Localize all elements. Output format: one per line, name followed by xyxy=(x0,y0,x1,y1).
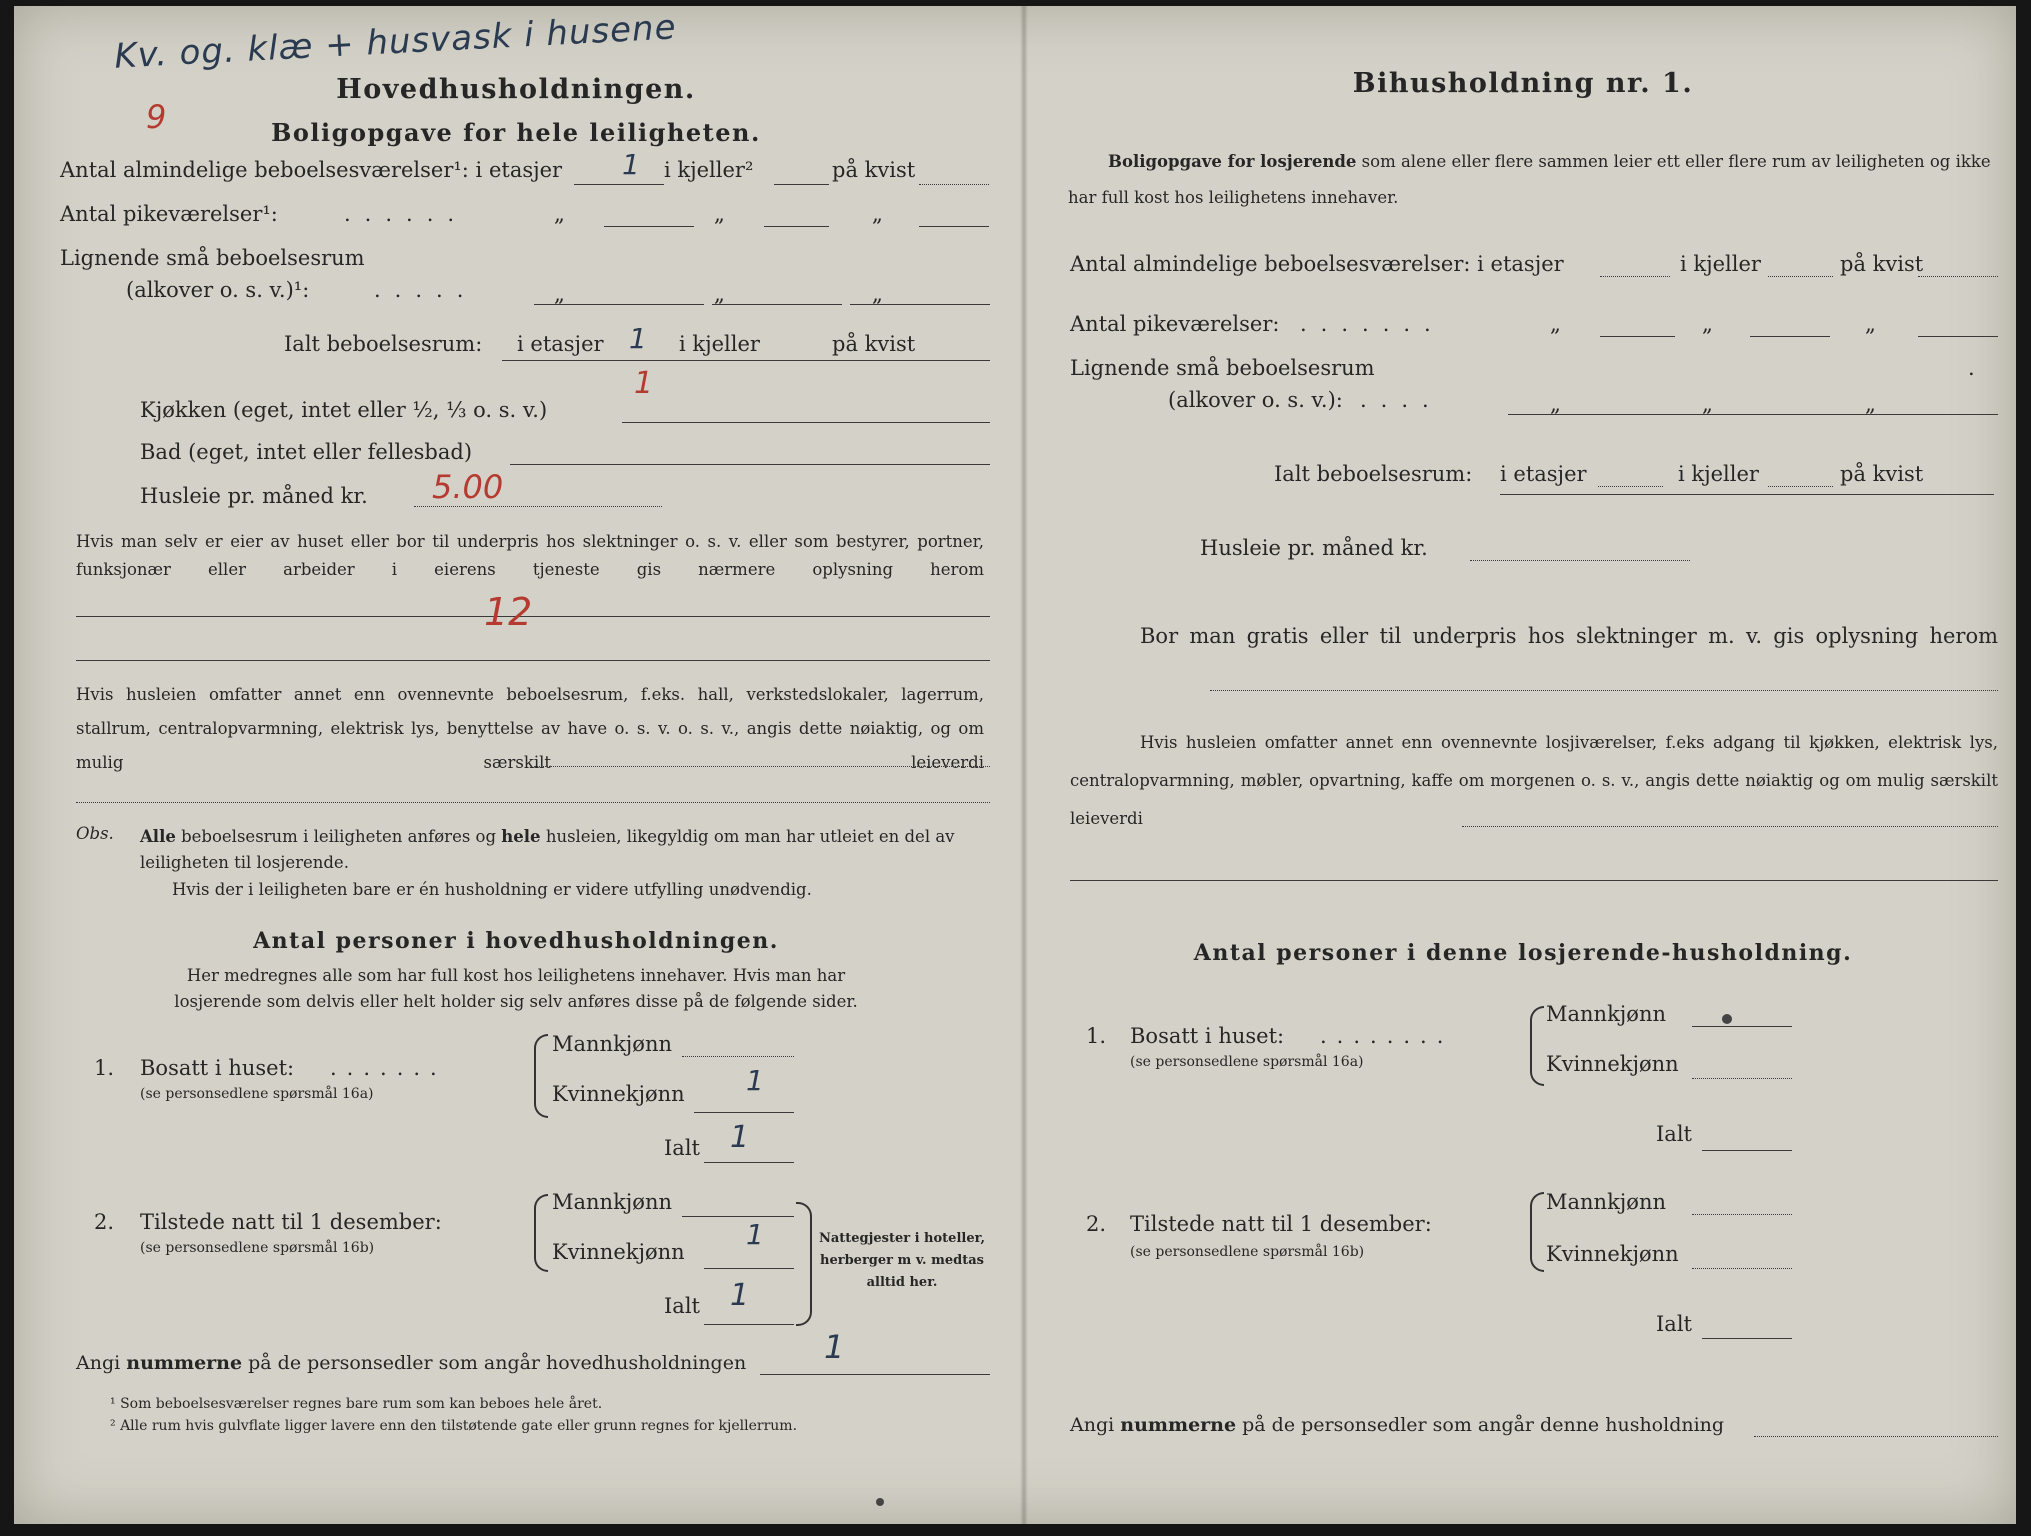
maids-attic-field[interactable] xyxy=(919,226,989,227)
q2-sublabel: (se personsedlene spørsmål 16b) xyxy=(140,1240,375,1256)
q1-female-label: Kvinnekjønn xyxy=(1546,1052,1679,1076)
owner-info-line-2[interactable] xyxy=(76,660,990,661)
q1-total-field[interactable] xyxy=(1702,1150,1792,1151)
q2-male-field[interactable] xyxy=(1692,1214,1792,1215)
numbers-value: 1 xyxy=(824,1328,846,1366)
rooms-cellar-field[interactable] xyxy=(1768,276,1833,277)
numbers-label-pre: Angi xyxy=(76,1352,121,1374)
alcove-dots: ..... xyxy=(374,278,478,302)
q2-female-field[interactable] xyxy=(1692,1268,1792,1269)
rooms-attic-field[interactable] xyxy=(1918,276,1998,277)
maids-ditto-1: „ xyxy=(554,202,565,226)
q1-number: 1. xyxy=(1086,1024,1107,1048)
total-rooms-field[interactable] xyxy=(1500,494,1994,495)
q2-total-field[interactable] xyxy=(704,1324,794,1325)
page-title: Bihusholdning nr. 1. xyxy=(1352,68,1694,99)
q1-total-field[interactable] xyxy=(704,1162,794,1163)
q2-label: Tilstede natt til 1 desember: xyxy=(140,1210,442,1234)
maids-cellar-field[interactable] xyxy=(1750,336,1830,337)
maids-label: Antal pikeværelser: xyxy=(1070,312,1280,336)
maids-dots: ....... xyxy=(1300,312,1445,336)
alcove-ditto-3: „ xyxy=(872,282,883,306)
includes-text: Hvis husleien omfatter annet enn ovennevnte beboelsesrum, f.eks. hall, verkstedslokaler, lagerrum, stallrum, centralopvarmning, elektrisk lys, benyttelse av have o. s. v. o. s. v., angis dette nøiaktig, og om mulig særskilt leieverdi xyxy=(76,685,984,772)
small-rooms-dot: . xyxy=(1968,356,1975,380)
maids-ditto-3: „ xyxy=(1865,312,1876,336)
footnote-1: ¹ Som beboelsesværelser regnes bare rum som kan beboes hele året. xyxy=(110,1396,603,1412)
q1-male-field[interactable] xyxy=(1692,1026,1792,1027)
q2-total-label: Ialt xyxy=(1656,1312,1692,1336)
bath-label: Bad (eget, intet eller fellesbad) xyxy=(140,440,473,464)
free-housing-field[interactable] xyxy=(1210,690,1998,691)
total-rooms-label: Ialt beboelsesrum: xyxy=(284,332,483,356)
intro-bold: Boligopgave for losjerende xyxy=(1108,152,1357,171)
q1-male-field[interactable] xyxy=(682,1056,794,1057)
persons-title: Antal personer i denne losjerende-husholdning. xyxy=(1193,940,1853,966)
numbers-label-post: på de personsedler som angår denne husholdning xyxy=(1242,1414,1725,1436)
obs-text-1: beboelsesrum i leiligheten anføres og xyxy=(181,827,497,846)
maids-dots: ...... xyxy=(344,202,469,226)
maids-attic-field[interactable] xyxy=(1918,336,1998,337)
rooms-floor-value: 1 xyxy=(622,148,641,181)
q2-male-label: Mannkjønn xyxy=(1546,1190,1667,1214)
q1-female-field[interactable] xyxy=(1692,1078,1792,1079)
q2-female-field[interactable] xyxy=(704,1268,794,1269)
total-attic-label: på kvist xyxy=(1840,462,1924,486)
page-title: Hovedhusholdningen. xyxy=(336,74,696,105)
q1-total-label: Ialt xyxy=(664,1136,700,1160)
q2-total-label: Ialt xyxy=(664,1294,700,1318)
page-subtitle: Boligopgave for hele leiligheten. xyxy=(271,118,761,147)
q1-label: Bosatt i huset: xyxy=(140,1056,295,1080)
alcove-field[interactable] xyxy=(1508,414,1998,415)
rent-label: Husleie pr. måned kr. xyxy=(140,484,368,508)
total-floor-label: i etasjer xyxy=(517,332,604,356)
q1-total-label: Ialt xyxy=(1656,1122,1692,1146)
night-guests-note: Nattegjester i hoteller, herberger m v. medtas alltid her. xyxy=(818,1231,986,1290)
maids-cellar-field[interactable] xyxy=(764,226,829,227)
alcove-label: (alkover o. s. v.)¹: xyxy=(126,278,310,302)
q2-male-label: Mannkjønn xyxy=(552,1190,673,1214)
q2-female-value: 1 xyxy=(746,1218,765,1251)
persons-intro-1: Her medregnes alle som har full kost hos leilighetens innehaver. Hvis man har xyxy=(186,966,846,985)
total-floor-value: 1 xyxy=(629,322,648,355)
q1-sublabel: (se personsedlene spørsmål 16a) xyxy=(1130,1054,1364,1070)
free-housing-text: Bor man gratis eller til underpris hos slektninger m. v. gis oplysning herom xyxy=(1140,624,1998,648)
page-fold xyxy=(1020,6,1028,1524)
q1-male-mark xyxy=(1722,1014,1732,1024)
rooms-label: Antal almindelige beboelsesværelser: i etasjer xyxy=(1070,252,1564,276)
includes-text: Hvis husleien omfatter annet enn ovennevnte losjiværelser, f.eks adgang til kjøkken, elektrisk lys, centralopvarmning, møbler, opvartning, kaffe om morgenen o. s. v., angis dette nøiaktig og om mulig særskilt leieverdi xyxy=(1070,733,1998,828)
total-floor-field[interactable] xyxy=(1598,486,1663,487)
rooms-attic-label: på kvist xyxy=(832,158,916,182)
alcove-ditto-2: „ xyxy=(1702,392,1713,416)
bath-field[interactable] xyxy=(510,464,990,465)
alcove-ditto-3: „ xyxy=(1865,392,1876,416)
maids-label: Antal pikeværelser¹: xyxy=(60,202,278,226)
q2-total-field[interactable] xyxy=(1702,1338,1792,1339)
includes-line-2[interactable] xyxy=(76,802,990,803)
right-page-sub-household xyxy=(1030,6,2016,1524)
alcove-cellar-field[interactable] xyxy=(712,304,842,305)
q2-female-label: Kvinnekjønn xyxy=(1546,1242,1679,1266)
q1-brace xyxy=(534,1034,548,1118)
total-floor-label: i etasjer xyxy=(1500,462,1587,486)
numbers-label xyxy=(1070,1414,1724,1436)
numbers-field[interactable] xyxy=(760,1374,990,1375)
includes-line-2[interactable] xyxy=(1070,880,1998,881)
q1-male-label: Mannkjønn xyxy=(1546,1002,1667,1026)
q2-label: Tilstede natt til 1 desember: xyxy=(1130,1212,1432,1236)
numbers-label xyxy=(76,1352,746,1374)
maids-ditto-2: „ xyxy=(1702,312,1713,336)
census-form-sheet xyxy=(14,6,2016,1524)
handwritten-note: Kv. og. klæ + husvask i husene xyxy=(113,7,678,77)
q2-number: 2. xyxy=(94,1210,115,1234)
alcove-attic-field[interactable] xyxy=(850,304,990,305)
q1-label: Bosatt i huset: xyxy=(1130,1024,1285,1048)
maids-floor-field[interactable] xyxy=(604,226,694,227)
q2-brace-right xyxy=(796,1202,812,1326)
obs-alle: Alle xyxy=(140,827,176,846)
q2-number: 2. xyxy=(1086,1212,1107,1236)
q2-male-field[interactable] xyxy=(682,1216,794,1217)
alcove-ditto-2: „ xyxy=(714,282,725,306)
q1-female-label: Kvinnekjønn xyxy=(552,1082,685,1106)
maids-ditto-1: „ xyxy=(1550,312,1561,336)
q1-female-value: 1 xyxy=(746,1064,765,1097)
rooms-cellar-field[interactable] xyxy=(774,184,829,185)
small-rooms-label: Lignende små beboelsesrum xyxy=(1070,356,1375,380)
obs-hele: hele xyxy=(501,827,541,846)
rooms-attic-label: på kvist xyxy=(1840,252,1924,276)
numbers-label-post: på de personsedler som angår hovedhusholdningen xyxy=(248,1352,747,1374)
total-rooms-field[interactable] xyxy=(502,360,990,361)
q2-brace-left xyxy=(534,1194,548,1272)
maids-ditto-2: „ xyxy=(714,202,725,226)
kitchen-field[interactable] xyxy=(622,422,990,423)
numbers-label-bold: nummerne xyxy=(126,1352,243,1374)
rent-field[interactable] xyxy=(414,506,662,507)
alcove-dots: .... xyxy=(1360,388,1443,412)
rooms-label: Antal almindelige beboelsesværelser¹: i etasjer xyxy=(60,158,563,182)
total-cellar-field[interactable] xyxy=(1768,486,1833,487)
small-rooms-label: Lignende små beboelsesrum xyxy=(60,246,365,270)
rent-field[interactable] xyxy=(1470,560,1690,561)
q1-total-value: 1 xyxy=(730,1120,751,1155)
rooms-floor-field[interactable] xyxy=(1600,276,1670,277)
q1-dots: ........ xyxy=(1320,1024,1454,1048)
q2-female-label: Kvinnekjønn xyxy=(552,1240,685,1264)
q2-brace xyxy=(1530,1192,1544,1272)
rooms-cellar-label: i kjeller xyxy=(1680,252,1761,276)
numbers-label-bold: nummerne xyxy=(1120,1414,1237,1436)
persons-title: Antal personer i hovedhusholdningen. xyxy=(253,928,779,954)
q1-dots: ....... xyxy=(330,1056,447,1080)
includes-field[interactable] xyxy=(1462,826,1998,827)
intro-paragraph xyxy=(1068,144,1996,216)
q1-female-field[interactable] xyxy=(694,1112,794,1113)
q1-brace xyxy=(1530,1006,1544,1086)
rent-value: 5.00 xyxy=(432,468,504,506)
kitchen-value: 1 xyxy=(634,366,654,401)
alcove-label: (alkover o. s. v.): xyxy=(1168,388,1343,412)
owner-info-text: Hvis man selv er eier av huset eller bor til underpris hos slektninger o. s. v. eller som bestyrer, portner, funksjonær eller arbeider i eierens tjeneste gis nærmere oplysning herom xyxy=(76,532,984,579)
intro-text: som alene eller flere sammen leier ett eller flere rum av leiligheten og ikke har full kost hos leilighetens innehaver. xyxy=(1068,152,1991,207)
total-rooms-label: Ialt beboelsesrum: xyxy=(1274,462,1473,486)
left-page-main-household xyxy=(14,6,1018,1524)
total-cellar-label: i kjeller xyxy=(679,332,760,356)
kitchen-label: Kjøkken (eget, intet eller ½, ⅓ o. s. v.) xyxy=(140,398,548,422)
owner-info-value: 12 xyxy=(484,590,533,634)
owner-info-line-1[interactable] xyxy=(76,616,990,617)
handwritten-number: 9 xyxy=(146,98,167,136)
q1-sublabel: (se personsedlene spørsmål 16a) xyxy=(140,1086,374,1102)
q2-total-value: 1 xyxy=(730,1278,751,1313)
obs-text-3: Hvis der i leiligheten bare er én husholdning er videre utfylling unødvendig. xyxy=(172,880,812,899)
rooms-cellar-label: i kjeller² xyxy=(664,158,754,182)
total-attic-label: på kvist xyxy=(832,332,916,356)
maids-floor-field[interactable] xyxy=(1600,336,1675,337)
total-cellar-label: i kjeller xyxy=(1678,462,1759,486)
obs-paragraph xyxy=(140,824,985,876)
footnote-2: ² Alle rum hvis gulvflate ligger lavere enn den tilstøtende gate eller grunn regnes for kjellerrum. xyxy=(110,1418,798,1434)
numbers-field[interactable] xyxy=(1754,1436,1998,1437)
paper-hole-mark xyxy=(876,1498,884,1506)
numbers-label-pre: Angi xyxy=(1070,1414,1115,1436)
q1-male-label: Mannkjønn xyxy=(552,1032,673,1056)
includes-field[interactable] xyxy=(534,766,990,767)
rent-label: Husleie pr. måned kr. xyxy=(1200,536,1428,560)
q2-sublabel: (se personsedlene spørsmål 16b) xyxy=(1130,1244,1365,1260)
maids-ditto-3: „ xyxy=(872,202,883,226)
alcove-ditto-1: „ xyxy=(1550,392,1561,416)
q1-number: 1. xyxy=(94,1056,115,1080)
obs-text-2: husleien, likegyldig om man har utleiet en del av leiligheten til losjerende. xyxy=(140,827,955,872)
obs-prefix: Obs. xyxy=(76,824,114,843)
rooms-floor-field[interactable] xyxy=(574,184,664,185)
persons-intro-2: losjerende som delvis eller helt holder sig selv anføres disse på de følgende sider. xyxy=(174,992,858,1011)
alcove-ditto-1: „ xyxy=(554,282,565,306)
rooms-attic-field[interactable] xyxy=(919,184,989,185)
